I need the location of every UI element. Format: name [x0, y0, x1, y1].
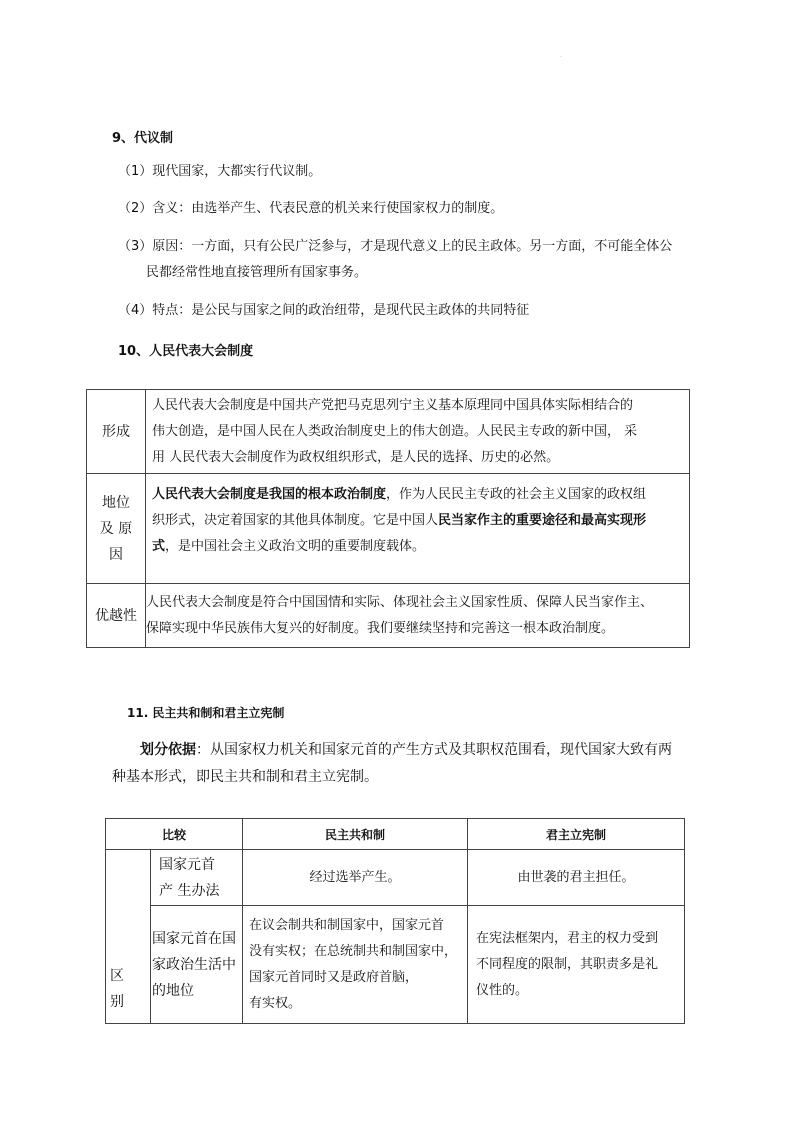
table-row — [87, 584, 690, 648]
row-label-advantage: 优越性 — [87, 584, 146, 648]
status-text-1: ，作为人民民主专政的社会主义国家的政权组 — [386, 487, 647, 502]
row-label-formation: 形成 — [87, 390, 146, 474]
section-9-item-3-cont: 民都经常性地直接管理所有国家事务。 — [146, 265, 368, 280]
advantage-line-1: 人民代表大会制度是符合中国国情和实际、体现社会主义国家性质、保障人民当家作主、 — [146, 594, 654, 610]
republic-method: 经过选举产生。 — [243, 850, 468, 906]
item-1-line-2: 产 生办法 — [159, 882, 220, 899]
status-bold-2: 民当家作主的重要途径和最高实现形 — [438, 513, 647, 528]
status-label-line-3: 因 — [109, 546, 123, 563]
item-2-line-1: 国家元首在国 — [152, 930, 236, 947]
basis-label: 划分依据 — [140, 742, 196, 758]
monarchy-line-2: 不同程度的限制，其职责多是礼 — [476, 956, 659, 972]
page-mark: . — [560, 52, 562, 59]
comparison-table — [105, 818, 685, 1024]
status-bold-1: 人民代表大会制度是我国的根本政治制度 — [152, 487, 387, 502]
republic-line-4: 有实权。 — [249, 995, 302, 1011]
section-11-heading: 11. 民主共和制和君主立宪制 — [127, 706, 285, 720]
row-content-status — [146, 474, 690, 584]
table-row — [106, 850, 685, 906]
row-label-status — [87, 474, 146, 584]
monarchy-line-1: 在宪法框架内，君主的权力受到 — [476, 930, 659, 946]
header-compare: 比较 — [106, 819, 243, 850]
republic-line-1: 在议会制共和制国家中，国家元首 — [249, 917, 445, 933]
monarchy-line-3: 仪性的。 — [476, 982, 529, 998]
header-monarchy: 君主立宪制 — [468, 819, 685, 850]
table-header-row — [106, 819, 685, 850]
section-9-item-1: （1）现代国家，大都实行代议制。 — [118, 164, 322, 179]
basis-text-1: ：从国家权力机关和国家元首的产生方式及其职权范围看，现代国家大致有两 — [196, 742, 672, 758]
table-row — [87, 474, 690, 584]
section-10-heading: 10、人民代表大会制度 — [118, 344, 254, 359]
table-row — [106, 906, 685, 1024]
formation-line-3: 用 人民代表大会制度作为政权组织形式，是人民的选择、历史的必然。 — [152, 449, 560, 465]
republic-line-2: 没有实权；在总统制共和制国家中， — [249, 943, 458, 959]
monarchy-method: 由世袭的君主担任。 — [468, 850, 685, 906]
header-republic: 民主共和制 — [243, 819, 468, 850]
group-label-line-1: 区 — [110, 968, 124, 984]
advantage-line-2: 保障实现中华民族伟大复兴的好制度。我们要继续坚持和完善这一根本政治制度。 — [146, 620, 615, 636]
basis-line-2: 种基本形式，即民主共和制和君主立宪制。 — [112, 769, 378, 785]
formation-line-1: 人民代表大会制度是中国共产党把马克思列宁主义基本原理同中国具体实际相结合的 — [152, 397, 634, 413]
status-text-3: ，是中国社会主义政治文明的重要制度载体。 — [165, 539, 426, 554]
formation-line-2: 伟大创造，是中国人民在人类政治制度史上的伟大创造。人民民主专政的新中国， 采 — [152, 423, 638, 439]
group-label-difference — [106, 850, 151, 1024]
republic-line-3: 国家元首同时又是政府首脑， — [249, 969, 419, 985]
item-head-of-state-status — [151, 906, 243, 1024]
item-2-line-2: 家政治生活中 — [152, 956, 236, 973]
item-2-line-3: 的地位 — [152, 982, 194, 999]
status-label-line-1: 地位 — [102, 494, 130, 511]
section-9-heading: 9、代议制 — [112, 131, 174, 146]
group-label-line-2: 别 — [110, 994, 124, 1010]
basis-line-1 — [140, 737, 672, 763]
row-content-formation — [146, 390, 690, 474]
section-9-item-3: （3）原因：一方面，只有公民广泛参与，才是现代意义上的民主政体。另一方面，不可能全体公 — [118, 239, 673, 254]
npc-table — [86, 389, 690, 648]
item-1-line-1: 国家元首 — [159, 856, 215, 873]
status-text-2: 织形式，决定着国家的其他具体制度。它是中国人 — [152, 513, 439, 528]
section-9-item-2: （2）含义：由选举产生、代表民意的机关来行使国家权力的制度。 — [118, 201, 504, 216]
status-bold-3: 式 — [152, 539, 166, 554]
item-head-of-state-method — [151, 850, 243, 906]
status-label-line-2: 及 原 — [99, 520, 133, 537]
republic-status — [243, 906, 468, 1024]
table-row — [87, 390, 690, 474]
row-content-advantage — [146, 584, 690, 648]
section-9-item-4: （4）特点：是公民与国家之间的政治纽带，是现代民主政体的共同特征 — [118, 303, 530, 318]
monarchy-status — [468, 906, 685, 1024]
